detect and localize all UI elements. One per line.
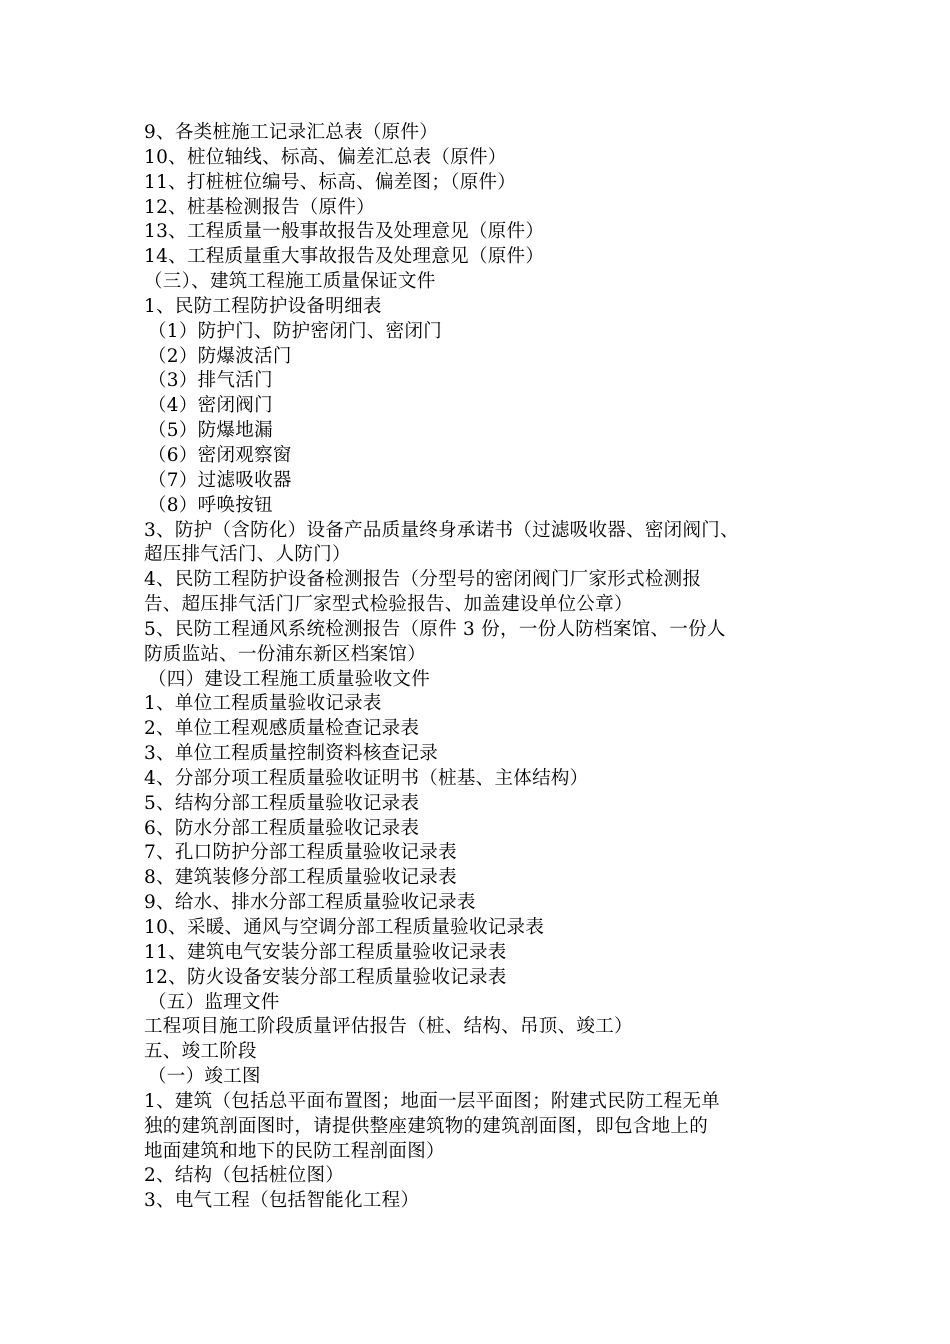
text-line: 11、建筑电气安装分部工程质量验收记录表 [144, 941, 507, 963]
text-line: 10、采暖、通风与空调分部工程质量验收记录表 [144, 917, 545, 938]
text-line: 9、给水、排水分部工程质量验收记录表 [144, 892, 476, 914]
text-line: 8、建筑装修分部工程质量验收记录表 [144, 867, 457, 889]
text-line: 防质监站、一份浦东新区档案馆） [144, 643, 427, 665]
list-item: （3）排气活门 [148, 370, 273, 392]
list-item: （5）防爆地漏 [148, 420, 273, 442]
text-line: 13、工程质量一般事故报告及处理意见（原件） [144, 221, 545, 243]
section-heading: （四）建设工程施工质量验收文件 [148, 668, 431, 690]
text-line: 超压排气活门、人防门） [144, 544, 351, 566]
section-heading: （一）竣工图 [148, 1066, 261, 1088]
text-line: 5、结构分部工程质量验收记录表 [144, 792, 420, 814]
text-line: 3、电气工程（包括智能化工程） [144, 1190, 420, 1212]
section-heading: （五）监理文件 [148, 991, 280, 1013]
text-line: 5、民防工程通风系统检测报告（原件 3 份，一份人防档案馆、一份人 [144, 618, 726, 640]
list-item: （7）过滤吸收器 [148, 469, 292, 491]
list-item: （6）密闭观察窗 [148, 444, 292, 466]
text-line: 3、单位工程质量控制资料核查记录 [144, 743, 439, 765]
text-line: 地面建筑和地下的民防工程剖面图） [144, 1140, 445, 1162]
text-line: 2、结构（包括桩位图） [144, 1165, 345, 1187]
text-line: 2、单位工程观感质量检查记录表 [144, 718, 420, 740]
text-line: 1、建筑（包括总平面布置图；地面一层平面图；附建式民防工程无单 [144, 1090, 721, 1112]
text-line: 10、桩位轴线、标高、偏差汇总表（原件） [144, 146, 507, 168]
text-line: 4、分部分项工程质量验收证明书（桩基、主体结构） [144, 767, 589, 789]
section-heading: （三）、建筑工程施工质量保证文件 [144, 271, 436, 293]
list-item: （4）密闭阀门 [148, 395, 273, 417]
text-line: 4、民防工程防护设备检测报告（分型号的密闭阀门厂家形式检测报 [144, 569, 702, 591]
text-line: 1、单位工程质量验收记录表 [144, 693, 382, 715]
text-line: 告、超压排气活门厂家型式检验报告、加盖建设单位公章） [144, 594, 633, 616]
text-line: 11、打桩桩位编号、标高、偏差图；（原件） [144, 171, 517, 193]
text-line: 12、桩基检测报告（原件） [144, 196, 375, 218]
list-item: （1）防护门、防护密闭门、密闭门 [148, 320, 443, 342]
section-heading: 五、竣工阶段 [144, 1041, 257, 1063]
list-item: （2）防爆波活门 [148, 345, 292, 367]
text-line: 3、防护（含防化）设备产品质量终身承诺书（过滤吸收器、密闭阀门、 [144, 519, 739, 541]
text-line: 1、民防工程防护设备明细表 [144, 295, 382, 317]
text-line: 12、防火设备安装分部工程质量验收记录表 [144, 966, 507, 988]
text-line: 独的建筑剖面图时，请提供整座建筑物的建筑剖面图，即包含地上的 [144, 1115, 709, 1137]
text-line: 9、各类桩施工记录汇总表（原件） [144, 122, 439, 143]
list-item: （8）呼唤按钮 [148, 494, 273, 516]
document-body [144, 121, 810, 1214]
text-line: 6、防水分部工程质量验收记录表 [144, 817, 420, 839]
text-line: 7、孔口防护分部工程质量验收记录表 [144, 842, 457, 864]
text-line: 14、工程质量重大事故报告及处理意见（原件） [144, 246, 545, 268]
text-line: 工程项目施工阶段质量评估报告（桩、结构、吊顶、竣工） [144, 1016, 633, 1038]
